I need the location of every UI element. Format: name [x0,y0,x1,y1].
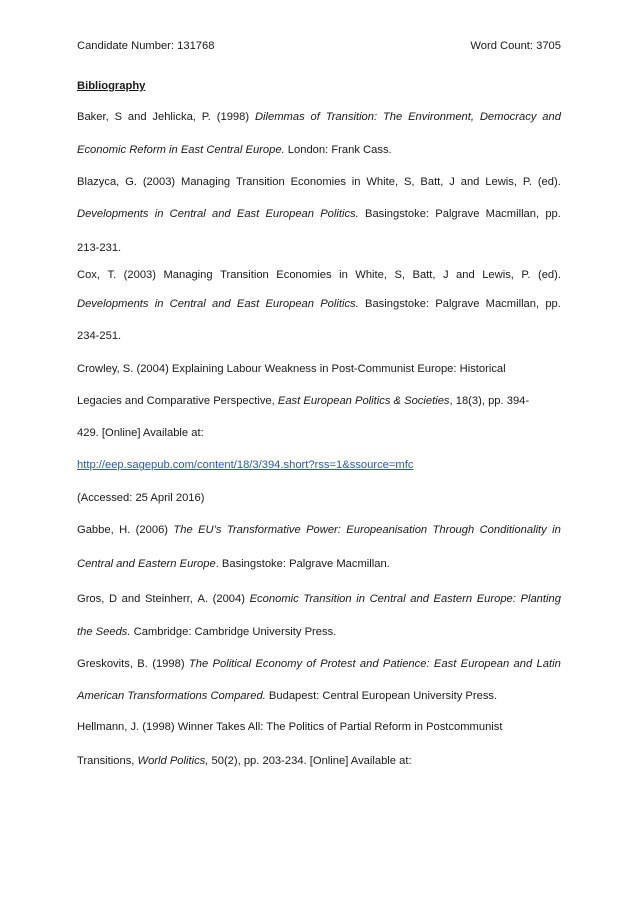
italic-text: EU’s [198,524,222,536]
line-text: Cox, [77,269,101,281]
page-title: Bibliography [77,80,146,92]
italic-text: and [513,658,533,670]
italic-text: Environment, [408,111,474,123]
line-text: (ed). [537,269,561,281]
line-text: 213-231. [77,242,122,254]
bibliography-line [77,523,561,537]
italic-text: Central [369,593,406,605]
italic-text: Europeanisation [346,524,428,536]
bibliography-line [77,207,561,221]
line-text: S [114,111,123,123]
line-text: pp. [545,208,561,220]
candidate-number: Candidate Number: 131768 [77,40,215,52]
italic-text: Economy [255,658,303,670]
bibliography-line [77,657,561,671]
italic-text: European [460,658,510,670]
line-text: and [456,269,475,281]
italic-text: Europe: [476,593,516,605]
italic-text: Planting [520,593,561,605]
line-text: 50(2), pp. 203-234. [Online] Available at: [208,755,412,767]
bibliography-line [77,394,561,408]
line-text: Managing [163,269,213,281]
bibliography-line [77,689,561,703]
line-text: Managing [181,176,231,188]
line-text: Batt, [412,269,436,281]
line-text: Budapest: Central European University Press. [265,690,498,702]
italic-text: Developments [77,208,149,220]
italic-text: East European Politics & Societies [277,395,450,407]
line-text: Baker, [77,111,109,123]
italic-text: Economic Reform in East Central Europe. [77,144,285,156]
line-text: (1998) [216,111,250,123]
line-text: Transition [236,176,285,188]
italic-text: World Politics, [137,755,209,767]
line-text: , 18(3), pp. 394- [449,395,530,407]
italic-text: in [154,298,164,310]
italic-text: Democracy [479,111,537,123]
line-text: B. [137,658,148,670]
italic-text: The [382,111,403,123]
line-text: Transitions, [77,755,138,767]
line-text: (1998) [152,658,185,670]
bibliography-line [77,720,561,734]
line-text: H. [119,524,131,536]
line-text: Gros, [77,593,105,605]
italic-text: in [154,208,164,220]
italic-text: The [188,658,209,670]
italic-text: East [236,208,260,220]
italic-text: in [552,524,561,536]
line-text: Macmillan, [485,298,540,310]
bibliography-line [77,592,561,606]
italic-text: American Transformations Compared. [77,690,266,702]
italic-text: Power: [306,524,341,536]
italic-text: and [542,111,561,123]
line-text: pp. [545,298,561,310]
line-text: P. [201,111,211,123]
line-text: Gabbe, [77,524,114,536]
line-text: Transition [220,269,269,281]
source-link[interactable]: http://eep.sagepub.com/content/18/3/394.short?rss=1&ssource=mfc [77,459,414,471]
bibliography-line [77,754,561,768]
italic-text: Latin [536,658,561,670]
italic-text: European [265,298,314,310]
bibliography-line [77,362,561,376]
bibliography-line [77,557,561,571]
line-text: T. [107,269,117,281]
line-text: J [442,269,449,281]
line-text: White, [366,176,399,188]
line-text: Macmillan, [485,208,540,220]
italic-text: Central [169,298,206,310]
line-text: S, [394,269,406,281]
bibliography-line [77,491,561,505]
line-text: Blazyca, [77,176,120,188]
italic-text: Dilemmas [254,111,305,123]
line-text: and [121,593,141,605]
line-text: Batt, [420,176,444,188]
italic-text: Developments [77,298,149,310]
italic-text: Politics. [320,298,359,310]
line-text: G. [125,176,137,188]
bibliography-line [77,110,561,124]
line-text: (2003) [123,269,156,281]
italic-text: of [310,111,320,123]
line-text: Jehlicka, [152,111,196,123]
line-text: Greskovits, [77,658,133,670]
bibliography-line [77,175,561,189]
line-text: (2003) [142,176,176,188]
italic-text: Politics. [320,208,359,220]
line-text: P. [521,269,531,281]
italic-text: in [356,593,365,605]
line-text: in [351,176,361,188]
line-text: White, [355,269,387,281]
italic-text: and [410,593,429,605]
italic-text: and [211,298,231,310]
italic-text: Transition: [325,111,378,123]
line-text: London: Frank Cass. [284,144,392,156]
line-text: Steinherr, [144,593,193,605]
italic-text: Eastern [433,593,473,605]
italic-text: and [211,208,231,220]
line-text: A. [197,593,209,605]
line-text: Basingstoke: [364,298,430,310]
line-text: Palgrave [435,298,480,310]
line-text: Economies [290,176,346,188]
bibliography-line [77,329,561,343]
line-text: Lewis, [485,176,517,188]
line-text: J [449,176,455,188]
italic-text: and [359,658,379,670]
line-text: Cambridge: Cambridge University Press. [130,626,337,638]
line-text: Economies [276,269,332,281]
line-text: Palgrave [435,208,480,220]
bibliography-line [77,241,561,255]
line-text: Basingstoke: [364,208,430,220]
line-text: Lewis, [482,269,514,281]
bibliography-line [77,268,561,282]
line-text: and [460,176,480,188]
bibliography-line [77,458,561,472]
italic-text: of [306,658,316,670]
italic-text: European [265,208,314,220]
line-text: (2004) [212,593,245,605]
italic-text: Transformative [226,524,301,536]
line-text: and [127,111,147,123]
line-text: D [108,593,118,605]
line-text: (Accessed: 25 April 2016) [77,492,205,504]
italic-text: Economic [249,593,299,605]
italic-text: Patience: [382,658,430,670]
italic-text: Political [212,658,252,670]
italic-text: The [173,524,193,536]
bibliography-line [77,426,561,440]
line-text: 429. [Online] Available at: [77,427,204,439]
word-count: Word Count: 3705 [470,40,561,52]
line-text: Hellmann, J. (1998) Winner Takes All: The Politics of Partial Reform in Postcommunist [77,721,503,733]
italic-text: Transition [303,593,352,605]
bibliography-line [77,625,561,639]
italic-text: East [433,658,457,670]
italic-text: Protest [320,658,356,670]
line-text: (2006) [135,524,169,536]
line-text: . Basingstoke: Palgrave Macmillan. [215,558,390,570]
line-text: P. [522,176,532,188]
line-text: S, [403,176,415,188]
italic-text: the Seeds. [77,626,131,638]
italic-text: Central [169,208,206,220]
line-text: Crowley, S. (2004) Explaining Labour Weakness in Post-Communist Europe: Historical [77,363,506,375]
italic-text: Central and Eastern Europe [77,558,216,570]
bibliography-line [77,297,561,311]
bibliography-line [77,143,561,157]
line-text: (ed). [537,176,561,188]
line-text: 234-251. [77,330,122,342]
line-text: Legacies and Comparative Perspective, [77,395,278,407]
line-text: in [339,269,348,281]
italic-text: East [236,298,260,310]
italic-text: Through [432,524,475,536]
italic-text: Conditionality [479,524,547,536]
